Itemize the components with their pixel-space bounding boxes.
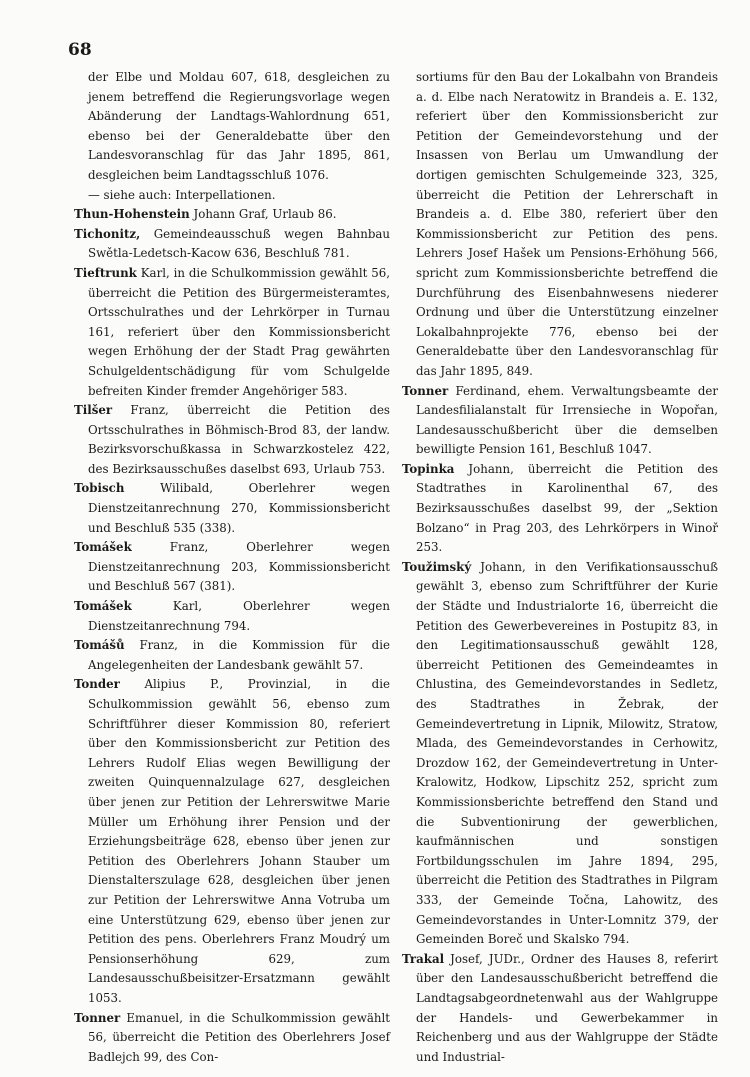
entry-text: Wilibald, Oberlehrer wegen Dienstzeitanrechnung 270, Kommissionsbericht und Beschluß 535 (338). bbox=[88, 481, 390, 535]
entry-text: Emanuel, in die Schulkommission gewählt 56, überreicht die Petition des Oberlehrers Josef Badlejch 99, des Con- bbox=[88, 1010, 390, 1064]
left-column bbox=[74, 68, 390, 1067]
entry-text: Johann Graf, Urlaub 86. bbox=[189, 207, 337, 222]
index-entry bbox=[74, 479, 390, 538]
entry-name: Tonder bbox=[74, 677, 120, 692]
index-entry bbox=[74, 68, 390, 186]
page-number: 68 bbox=[68, 40, 92, 60]
entry-text: Gemeindeausschuß wegen Bahnbau Swětla-Ledetsch-Kacow 636, Beschluß 781. bbox=[88, 226, 390, 261]
index-entry bbox=[402, 950, 718, 1068]
index-entry bbox=[74, 205, 390, 225]
entry-name: Tomášek bbox=[74, 540, 132, 555]
entry-text: Franz, Oberlehrer wegen Dienstzeitanrechnung 203, Kommissionsbericht und Beschluß 567 (381). bbox=[88, 540, 390, 594]
index-entry bbox=[402, 382, 718, 460]
entry-text: Franz, in die Kommission für die Angelegenheiten der Landesbank gewählt 57. bbox=[88, 638, 390, 672]
index-entry bbox=[74, 225, 390, 264]
right-column bbox=[402, 68, 718, 1067]
index-entry bbox=[74, 675, 390, 1008]
index-entry bbox=[74, 1009, 390, 1068]
index-entry bbox=[74, 538, 390, 597]
entry-name: Tichonitz, bbox=[74, 226, 141, 241]
entry-name: Tomášek bbox=[74, 599, 132, 614]
entry-text: Alipius P., Provinzial, in die Schulkommission gewählt 56, ebenso zum Schriftführer dieser Kommission 80, referiert über den Kommissionsbericht zur Petition des Lehrers Rudolf Elias wegen Bewilligung der zweiten Quinquennalzulage 627, desgleichen über jenen zur Petition der Lehrerswitwe Marie Müller um Erhöhung ihrer Pension und der Erziehungsbeiträge 628, ebenso über jenen zur Petition des Oberlehrers Johann Stauber um Dienstalterszulage 628, desgleichen über jenen zur Petition der Lehrerswitwe Anna Votruba um eine Unterstützung 629, ebenso über jenen zur Petition des pens. Oberlehrers Franz Moudrý um Pensionserhöhung 629, zum Landesausschußbeisitzer-Ersatzmann gewählt 1053. bbox=[88, 677, 390, 1005]
index-entry bbox=[74, 264, 390, 401]
entry-name: Trakal bbox=[402, 951, 445, 966]
entry-name: Thun-Hohenstein bbox=[74, 207, 190, 222]
index-entry bbox=[402, 460, 718, 558]
index-entry bbox=[402, 68, 718, 382]
entry-name: Tieftrunk bbox=[74, 265, 137, 280]
entry-text: Josef, JUDr., Ordner des Hauses 8, referirt über den Landesausschußbericht betreffend die Landtagsabgeordnetenwahl aus der Wahlgruppe der Handels- und Gewerbekammer in Reichenberg und aus der Wahlgruppe der Städte und Industrial- bbox=[416, 951, 718, 1064]
index-entry bbox=[74, 636, 390, 675]
index-entry bbox=[74, 186, 390, 206]
entry-text: Ferdinand, ehem. Verwaltungsbeamte der Landesfilialanstalt für Irrensieche in Wopořan, Landesausschußbericht über die demselben bewilligte Pension 161, Beschluß 1047. bbox=[416, 383, 718, 457]
entry-name: Tobisch bbox=[74, 481, 125, 496]
entry-name: Toužimský bbox=[402, 559, 472, 574]
entry-name: Tilšer bbox=[74, 403, 113, 418]
entry-text: sortiums für den Bau der Lokalbahn von Brandeis a. d. Elbe nach Neratowitz in Brandeis a. E. 132, referiert über den Kommissionsbericht zur Petition der Gemeindevorstehung und der Insassen von Berlau um Umwandlung der dortigen gemischten Schulgemeinde 323, 325, überreicht die Petition der Lehrerschaft in Brandeis a. d. Elbe 380, referiert über den Kommissionsbericht zur Petition des pens. Lehrers Josef Hašek um Pensions-Erhöhung 566, spricht zum Kommissionsberichte betreffend die Durchführung des Eisenbahnwesens niederer Ordnung und über die Unterstützung einzelner Lokalbahnprojekte 776, ebenso bei der Generaldebatte über den Landesvoranschlag für das Jahr 1895, 849. bbox=[416, 70, 718, 378]
entry-text: Karl, Oberlehrer wegen Dienstzeitanrechnung 794. bbox=[88, 599, 390, 633]
index-entry bbox=[74, 401, 390, 479]
entry-text: — siehe auch: Interpellationen. bbox=[88, 187, 276, 202]
entry-text: Johann, in den Verifikationsausschuß gewählt 3, ebenso zum Schriftführer der Kurie der Städte und Industrialorte 16, überreicht die Petition des Gewerbevereines in Postupitz 83, in den Legitimationsausschuß gewählt 128, überreicht Petitionen des Gemeindeamtes in Chlustina, des Gemeindevorstandes in Sedletz, des Stadtrathes in Žebrak, der Gemeindevertretung in Lipnik, Milowitz, Stratow, Mlada, des Gemeindevorstandes in Cerhowitz, Drozdow 162, der Gemeindevertretung in Unter-Kralowitz, Hodkow, Lipschitz 252, spricht zum Kommissionsberichte betreffend den Stand und die Subventionirung der gewerblichen, kaufmännischen und sonstigen Fortbildungsschulen im Jahre 1894, 295, überreicht die Petition des Stadtrathes in Pilgram 333, der Gemeinde Točna, Lahowitz, des Gemeindevorstandes in Unter-Lomnitz 379, der Gemeinden Boreč und Skalsko 794. bbox=[416, 559, 718, 947]
entry-name: Tonner bbox=[74, 1010, 121, 1025]
index-entry bbox=[74, 597, 390, 636]
index-entry bbox=[402, 558, 718, 950]
entry-text: der Elbe und Moldau 607, 618, desgleichen zu jenem betreffend die Regierungsvorlage wegen Abänderung der Landtags-Wahlordnung 651, ebenso bei der Generaldebatte über den Landesvoranschlag für das Jahr 1895, 861, desgleichen beim Landtagsschluß 1076. bbox=[88, 70, 390, 182]
entry-name: Tomášů bbox=[74, 638, 125, 653]
entry-text: Franz, überreicht die Petition des Ortsschulrathes in Böhmisch-Brod 83, der landw. Bezirksvorschußkassa in Schwarzkostelez 422, des Bezirksausschußes daselbst 693, Urlaub 753. bbox=[88, 403, 390, 476]
entry-name: Tonner bbox=[402, 383, 449, 398]
entry-name: Topinka bbox=[402, 461, 455, 476]
entry-text: Karl, in die Schulkommission gewählt 56, überreicht die Petition des Bürgermeisteramtes, Ortsschulrathes und der Lehrkörper in Turnau 161, referiert über den Kommissionsbericht wegen Erhöhung der der Stadt Prag gewährten Schulgeldentschädigung für vom Schulgelde befreiten Kinder fremder Angehöriger 583. bbox=[88, 265, 390, 398]
entry-text: Johann, überreicht die Petition des Stadtrathes in Karolinenthal 67, des Bezirksausschußes daselbst 99, der „Sektion Bolzano“ in Prag 203, des Lehrkörpers in Winoř 253. bbox=[416, 461, 718, 555]
